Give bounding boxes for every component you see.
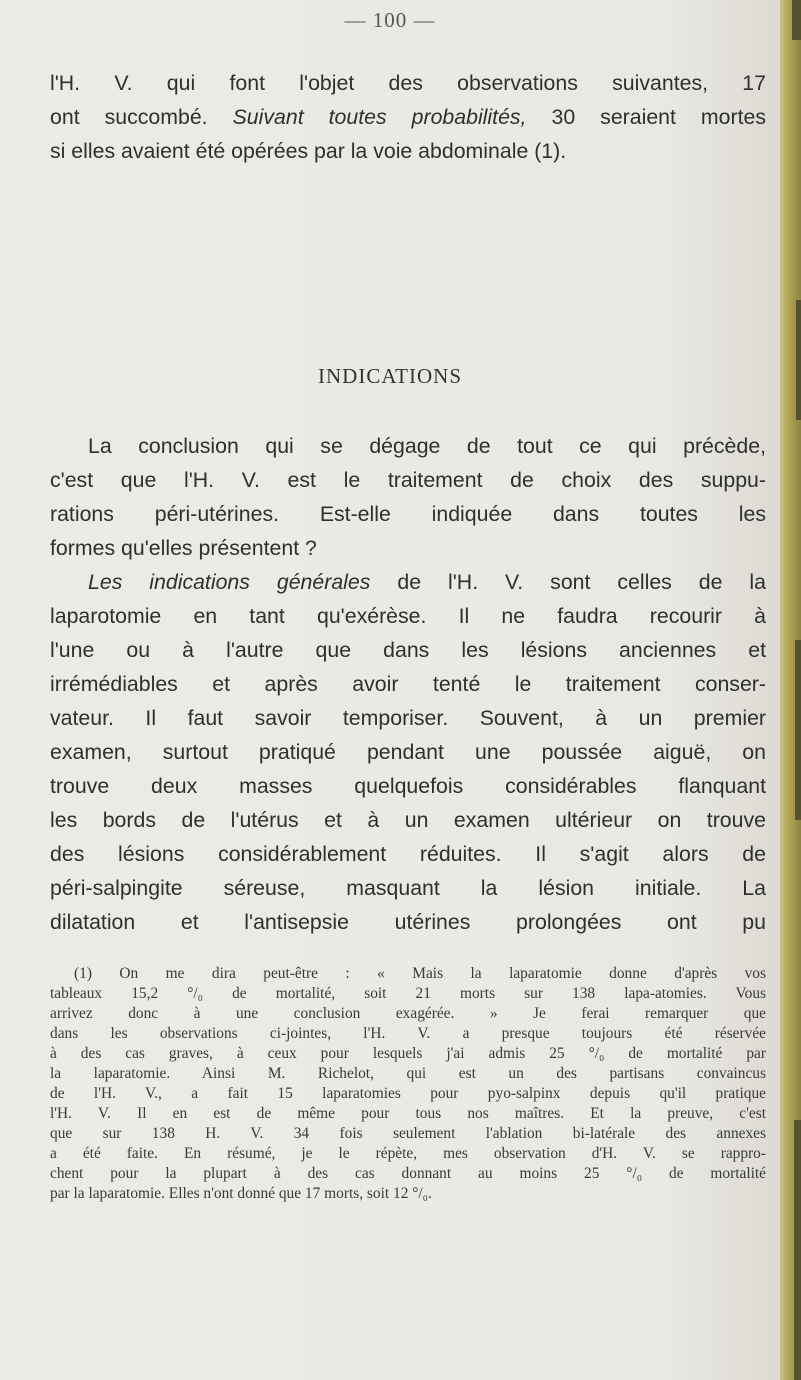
body-line-7: l'une ou à l'autre que dans les lésions anciennes et xyxy=(50,638,766,662)
page-number: — 100 — xyxy=(344,8,436,32)
body-line-1: La conclusion qui se dégage de tout ce qui précède, xyxy=(88,434,766,458)
body-line-11: trouve deux masses quelquefois considérables flanquant xyxy=(50,774,766,798)
edge-shadow xyxy=(794,1120,801,1380)
footnote-line-8: l'H. V. Il en est de même pour tous nos maîtres. Et la preuve, c'est xyxy=(50,1105,766,1122)
section-heading: INDICATIONS xyxy=(318,364,462,388)
edge-shadow xyxy=(796,300,801,420)
intro-line-2-post: 30 seraient mortes xyxy=(526,105,767,129)
edge-shadow xyxy=(795,640,801,820)
body-line-15: dilatation et l'antisepsie utérines prolongées ont pu xyxy=(50,910,766,934)
body-line-13: des lésions considérablement réduites. Il s'agit alors de xyxy=(50,842,766,866)
footnote-line-4: dans les observations ci-jointes, l'H. V. a presque toujours été réservée xyxy=(50,1025,766,1042)
footnote-line-6: la laparatomie. Ainsi M. Richelot, qui est un des partisans convaincus xyxy=(50,1065,766,1082)
footnote-line-3: arrivez donc à une conclusion exagérée. » Je ferai remarquer que xyxy=(50,1005,766,1022)
body-line-12: les bords de l'utérus et à un examen ultérieur on trouve xyxy=(50,808,766,832)
body-line-4: formes qu'elles présentent ? xyxy=(50,536,317,560)
body-line-5-italic: Les indications générales xyxy=(88,570,371,594)
intro-line-1: l'H. V. qui font l'objet des observations suivantes, 17 xyxy=(50,71,766,95)
body-line-6: laparotomie en tant qu'exérèse. Il ne faudra recourir à xyxy=(50,604,766,628)
footnote-line-7: de l'H. V., a fait 15 laparatomies pour pyo-salpinx depuis qu'il pratique xyxy=(50,1085,766,1102)
body-line-2: c'est que l'H. V. est le traitement de choix des suppu- xyxy=(50,468,766,492)
footnote-line-2: tableaux 15,2 °/₀ de mortalité, soit 21 morts sur 138 lapa-atomies. Vous xyxy=(50,985,766,1002)
footnote-line-9: que sur 138 H. V. 34 fois seulement l'ablation bi-latérale des annexes xyxy=(50,1125,766,1142)
edge-shadow xyxy=(792,0,801,40)
body-line-5-post: de l'H. V. sont celles de la xyxy=(370,570,767,594)
footnote-line-11: chent pour la plupart à des cas donnant au moins 25 °/₀ de mortalité xyxy=(50,1165,766,1182)
footnote-line-5: à des cas graves, à ceux pour lesquels j'ai admis 25 °/₀ de mortalité par xyxy=(50,1045,766,1062)
intro-line-2-italic: Suivant toutes probabilités, xyxy=(232,105,527,129)
intro-line-2-pre: ont succombé. xyxy=(50,105,233,129)
intro-line-2 xyxy=(50,103,766,131)
intro-line-3: si elles avaient été opérées par la voie abdominale (1). xyxy=(50,139,567,163)
body-line-8: irrémédiables et après avoir tenté le traitement conser- xyxy=(50,672,766,696)
footnote-line-12: par la laparatomie. Elles n'ont donné que 17 morts, soit 12 °/₀. xyxy=(50,1185,432,1202)
body-line-10: examen, surtout pratiqué pendant une poussée aiguë, on xyxy=(50,740,766,764)
body-line-9: vateur. Il faut savoir temporiser. Souvent, à un premier xyxy=(50,706,766,730)
footnote-line-1: (1) On me dira peut-être : « Mais la laparatomie donne d'après vos xyxy=(74,965,766,982)
footnote-line-10: a été faite. En résumé, je le répète, mes observation d'H. V. se rappro- xyxy=(50,1145,766,1162)
book-edge xyxy=(780,0,801,1380)
body-line-5 xyxy=(50,568,766,596)
body-line-14: péri-salpingite séreuse, masquant la lésion initiale. La xyxy=(50,876,766,900)
body-line-3: rations péri-utérines. Est-elle indiquée dans toutes les xyxy=(50,502,766,526)
